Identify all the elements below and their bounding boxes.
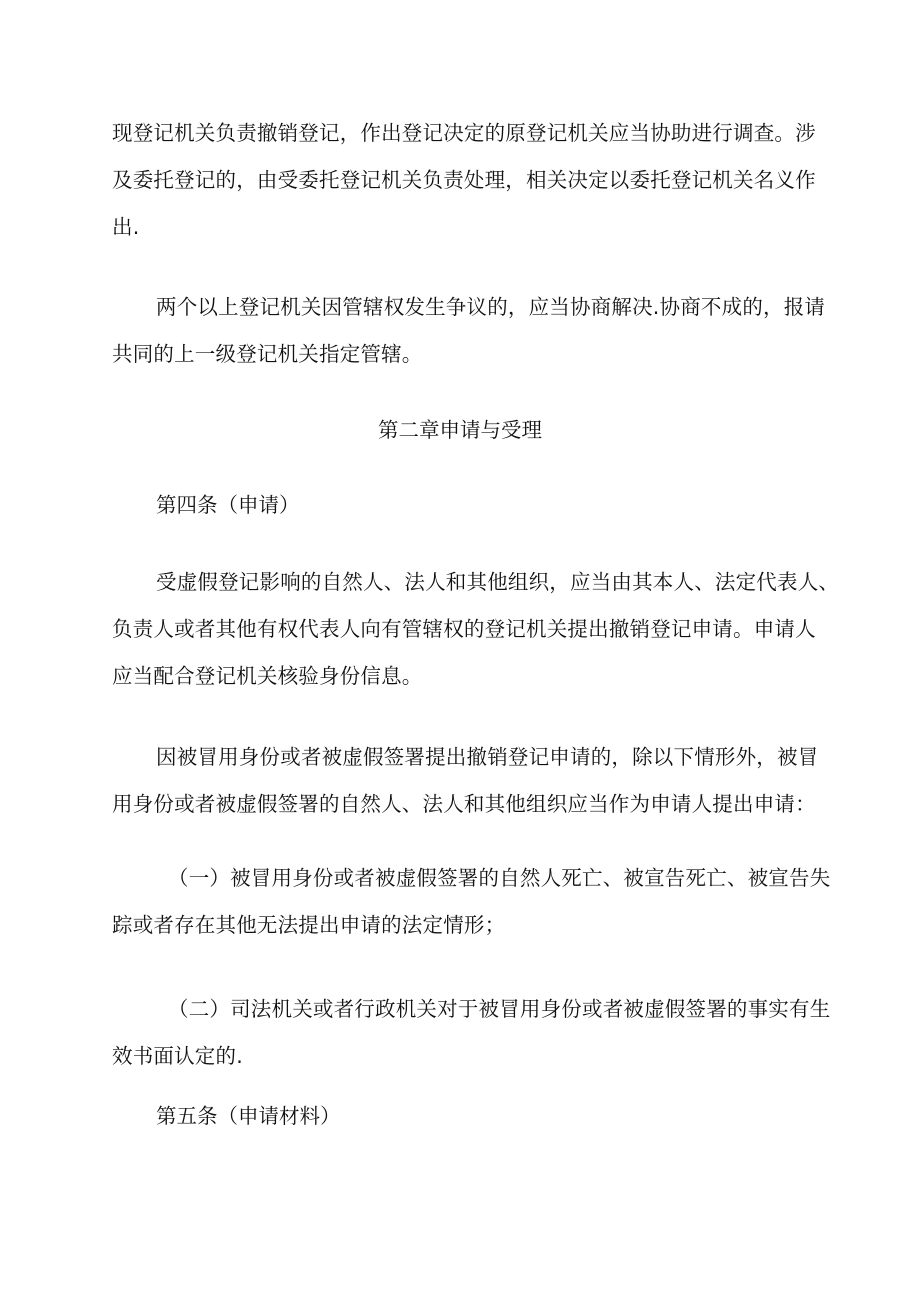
paragraph-line: 受虚假登记影响的自然人、法人和其他组织，应当由其本人、法定代表人、 [156, 570, 840, 594]
paragraph-line: （一）被冒用身份或者被虚假签署的自然人死亡、被宣告死亡、被宣告失 [168, 866, 831, 890]
list-item [112, 986, 831, 1080]
article-title: 第四条（申请） [156, 493, 300, 517]
paragraph-line: 用身份或者被虚假签署的自然人、法人和其他组织应当作为申请人提出申请： [112, 792, 816, 816]
article-title: 第五条（申请材料） [156, 1104, 341, 1128]
paragraph-line: 两个以上登记机关因管辖权发生争议的，应当协商解决.协商不成的，报请 [156, 295, 826, 319]
paragraph-line: 现登记机关负责撤销登记，作出登记决定的原登记机关应当协助进行调查。涉 [112, 121, 816, 145]
chapter-title: 第二章申请与受理 [378, 418, 542, 442]
paragraph-applicant [112, 559, 840, 700]
paragraph-line: 及委托登记的，由受委托登记机关负责处理，相关决定以委托登记机关名义作 [112, 168, 816, 192]
paragraph-line: （二）司法机关或者行政机关对于被冒用身份或者被虚假签署的事实有生 [168, 997, 831, 1021]
paragraph-exceptions [112, 734, 819, 828]
paragraph-jurisdiction-dispute [112, 284, 826, 378]
list-item [112, 855, 831, 949]
paragraph-line: 踪或者存在其他无法提出申请的法定情形； [112, 913, 506, 937]
paragraph-line: 共同的上一级登记机关指定管辖。 [112, 342, 423, 366]
paragraph-continuation [112, 110, 816, 251]
paragraph-line: 负责人或者其他有权代表人向有管辖权的登记机关提出撤销登记申请。申请人 [112, 617, 816, 641]
paragraph-line: 因被冒用身份或者被虚假签署提出撤销登记申请的，除以下情形外，被冒 [156, 745, 819, 769]
paragraph-line: 应当配合登记机关核验身份信息。 [112, 664, 423, 688]
paragraph-line: 效书面认定的. [112, 1044, 243, 1068]
paragraph-line: 出. [112, 215, 140, 239]
